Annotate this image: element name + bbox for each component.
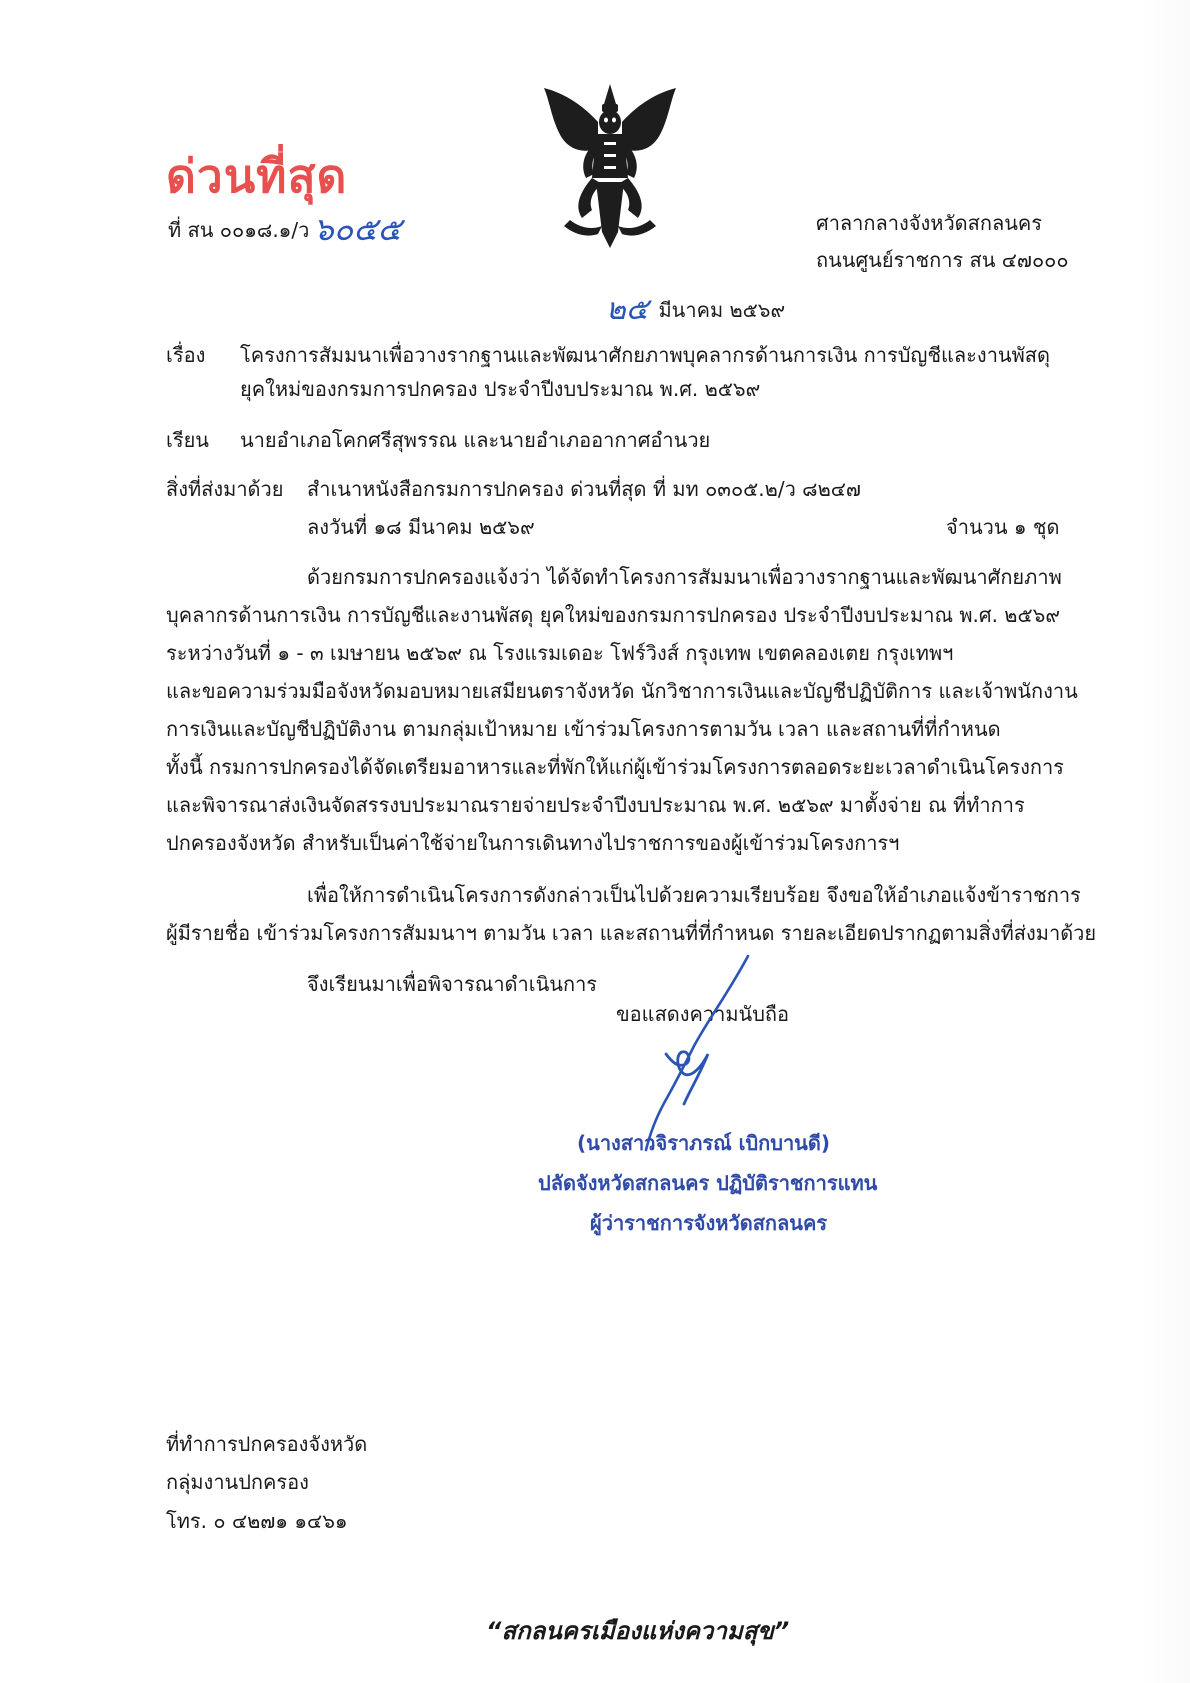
enclosure-label: สิ่งที่ส่งมาด้วย	[166, 477, 284, 501]
document-number-handwritten: ๖๐๕๕	[313, 210, 402, 248]
address-line-1: ศาลากลางจังหวัดสกลนคร	[816, 211, 1043, 235]
subject-line-2: ยุคใหม่ของกรมการปกครอง ประจำปีงบประมาณ พ.ศ. ๒๕๖๙	[240, 377, 761, 401]
urgent-stamp: ด่วนที่สุด	[166, 149, 348, 203]
paragraph1-line: บุคลากรด้านการเงิน การบัญชีและงานพัสดุ ยุคใหม่ของกรมการปกครอง ประจำปีงบประมาณ พ.ศ. ๒๕๖๙	[166, 603, 1060, 627]
date-day-handwritten: ๒๕	[606, 292, 649, 327]
paragraph1-line: ทั้งนี้ กรมการปกครองได้จัดเตรียมอาหารและที่พักให้แก่ผู้เข้าร่วมโครงการตลอดระยะเวลาดำเนินโครงการ	[166, 755, 1064, 779]
enclosure-line-2: ลงวันที่ ๑๘ มีนาคม ๒๕๖๙	[307, 515, 535, 539]
signatory-position-2: ผู้ว่าราชการจังหวัดสกลนคร	[590, 1211, 828, 1235]
document-number-printed: ที่ สน ๐๐๑๘.๑/ว	[168, 218, 310, 242]
recipient-text: นายอำเภอโคกศรีสุพรรณ และนายอำเภออากาศอำนวย	[240, 428, 711, 452]
enclosure-line-1: สำเนาหนังสือกรมการปกครอง ด่วนที่สุด ที่ มท ๐๓๐๕.๒/ว ๘๒๔๗	[307, 477, 861, 501]
date-month-year: มีนาคม ๒๕๖๙	[658, 298, 786, 322]
recipient-label: เรียน	[166, 428, 209, 452]
subject-label: เรื่อง	[166, 343, 206, 367]
scan-edge-shade	[1140, 0, 1190, 1683]
paragraph1-line: และขอความร่วมมือจังหวัดมอบหมายเสมียนตราจังหวัด นักวิชาการเงินและบัญชีปฏิบัติการ และเจ้าพนักงาน	[166, 679, 1078, 703]
document-date	[606, 292, 786, 327]
document-number	[168, 210, 402, 248]
paragraph2-line: เพื่อให้การดำเนินโครงการดังกล่าวเป็นไปด้วยความเรียบร้อย จึงขอให้อำเภอแจ้งข้าราชการ	[307, 883, 1081, 907]
paragraph1-line: ปกครองจังหวัด สำหรับเป็นค่าใช้จ่ายในการเดินทางไปราชการของผู้เข้าร่วมโครงการฯ	[166, 831, 900, 855]
subject-line-1: โครงการสัมมนาเพื่อวางรากฐานและพัฒนาศักยภาพบุคลากรด้านการเงิน การบัญชีและงานพัสดุ	[240, 343, 1050, 367]
paragraph2-line: ผู้มีรายชื่อ เข้าร่วมโครงการสัมมนาฯ ตามวัน เวลา และสถานที่ที่กำหนด รายละเอียดปรากฏตามสิ่งที่ส่งมาด้วย	[166, 921, 1097, 945]
paragraph1-line: การเงินและบัญชีปฏิบัติงาน ตามกลุ่มเป้าหมาย เข้าร่วมโครงการตามวัน เวลา และสถานที่ที่กำหนด	[166, 717, 1001, 741]
signatory-name: (นางสาวจิราภรณ์ เบิกบานดี)	[577, 1131, 830, 1155]
paragraph1-line: ด้วยกรมการปกครองแจ้งว่า ได้จัดทำโครงการสัมมนาเพื่อวางรากฐานและพัฒนาศักยภาพ	[307, 565, 1062, 589]
paragraph1-line: และพิจารณาส่งเงินจัดสรรงบประมาณรายจ่ายประจำปีงบประมาณ พ.ศ. ๒๕๖๙ มาตั้งจ่าย ณ ที่ทำการ	[166, 793, 1025, 817]
paragraph1-line: ระหว่างวันที่ ๑ - ๓ เมษายน ๒๕๖๙ ณ โรงแรมเดอะ โฟร์วิงส์ กรุงเทพ เขตคลองเตย กรุงเทพฯ	[166, 641, 954, 665]
footer-office: ที่ทำการปกครองจังหวัด	[166, 1432, 368, 1456]
address-line-2: ถนนศูนย์ราชการ สน ๔๗๐๐๐	[816, 248, 1069, 272]
regards-text: ขอแสดงความนับถือ	[616, 1002, 790, 1026]
closing-request: จึงเรียนมาเพื่อพิจารณาดำเนินการ	[307, 972, 598, 996]
footer-division: กลุ่มงานปกครอง	[166, 1470, 309, 1494]
signatory-position-1: ปลัดจังหวัดสกลนคร ปฏิบัติราชการแทน	[538, 1171, 878, 1195]
enclosure-quantity: จำนวน ๑ ชุด	[946, 515, 1060, 539]
footer-phone: โทร. ๐ ๔๒๗๑ ๑๔๖๑	[166, 1509, 348, 1533]
garuda-emblem-icon	[540, 82, 680, 252]
province-slogan: “สกลนครเมืองแห่งความสุข”	[486, 1617, 790, 1645]
